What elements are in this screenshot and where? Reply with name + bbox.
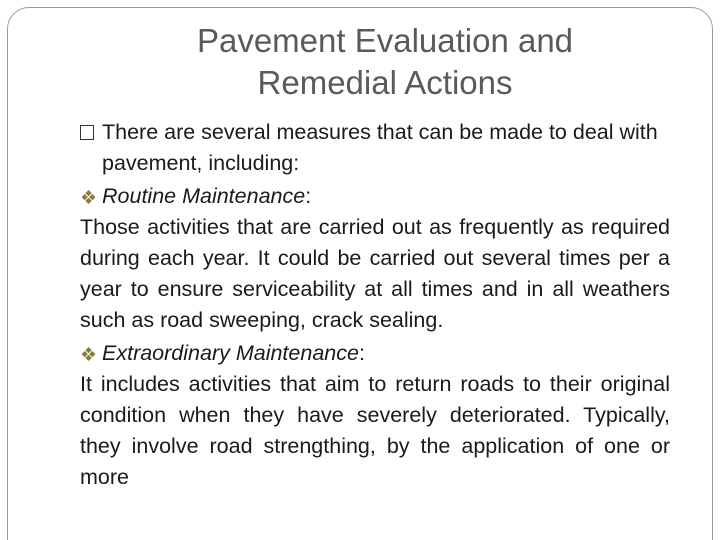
heading-colon: : <box>358 341 365 365</box>
diamond-bullet-icon: ❖ <box>80 188 98 209</box>
section-heading-text: Routine Maintenance <box>102 184 306 208</box>
section-heading-extraordinary <box>80 338 670 369</box>
title-line-1: Pavement Evaluation and <box>196 22 574 59</box>
intro-bullet <box>80 117 670 179</box>
section-heading-text: Extraordinary Maintenance <box>102 341 359 365</box>
section-heading-routine <box>80 181 670 212</box>
slide-title <box>60 20 710 104</box>
section-body-routine: Those activities that are carried out as frequently as required during each year. It could be carried out several times per a year to ensure serviceability at all times and in all weathers such as road sweeping, crack sealing. <box>80 215 670 332</box>
title-line-2: Remedial Actions <box>257 64 513 101</box>
section-body-extraordinary: It includes activities that aim to return roads to their original condition when they have severely deteriorated. Typically, they involve road strengthing, by the application of one or more <box>80 372 670 489</box>
heading-colon: : <box>305 184 312 208</box>
slide-body <box>80 117 670 493</box>
intro-bullet-text: There are several measures that can be made to deal with pavement, including: <box>102 120 658 175</box>
diamond-bullet-icon: ❖ <box>80 345 98 366</box>
box-bullet-icon <box>80 125 94 140</box>
